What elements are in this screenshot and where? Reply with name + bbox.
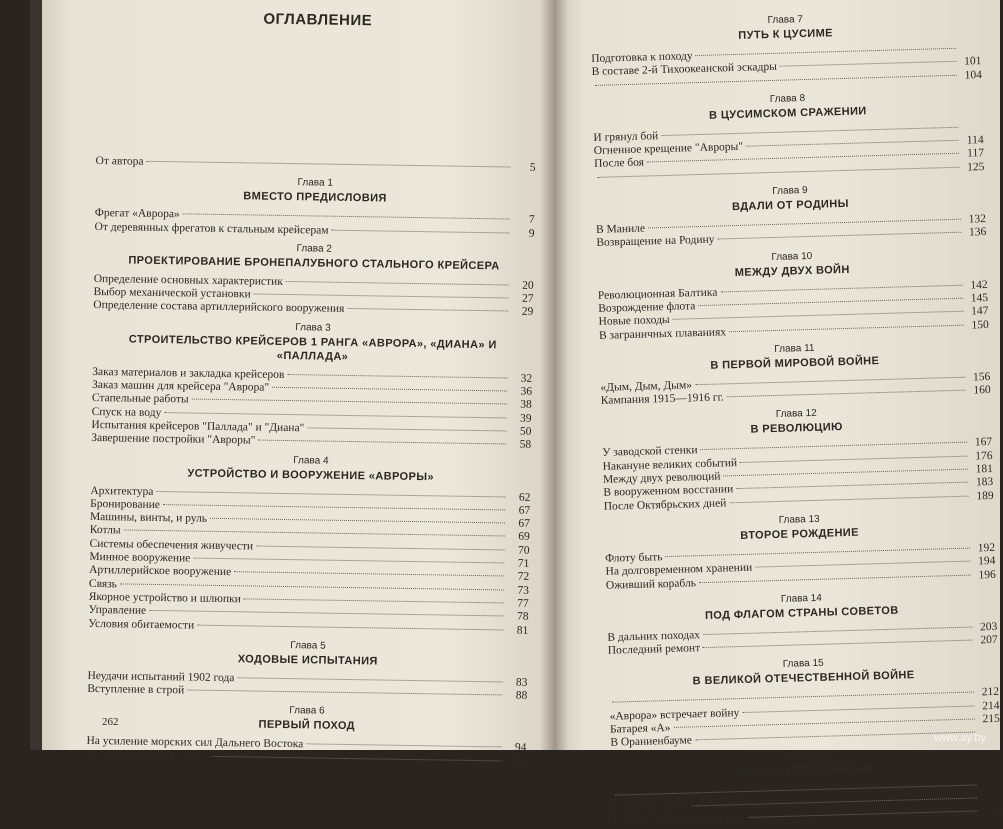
dot-leader — [254, 294, 509, 299]
chapter-title: ПРОЕКТИРОВАНИЕ БРОНЕПАЛУБНОГО СТАЛЬНОГО КРЕЙСЕРА — [128, 254, 500, 273]
entry-title: Машины, винты, и руль — [89, 511, 208, 525]
entry-title: Батарея «А» — [609, 722, 671, 736]
entry-title: Фрегат «Аврора» — [94, 207, 180, 221]
entry-page: 7 — [528, 214, 535, 227]
entry-page: 183 — [975, 476, 994, 489]
entry-page: 214 — [982, 699, 1000, 713]
entry-page: 36 — [520, 385, 533, 398]
chapter-section — [91, 319, 533, 453]
chapter-label: Глава 1 — [297, 177, 334, 190]
entry-title: В дальних походах — [607, 629, 701, 644]
entry-page: 38 — [520, 399, 532, 412]
chapter-label: Глава 5 — [290, 639, 326, 652]
chapter-section — [601, 403, 994, 513]
entry-page: 67 — [518, 517, 531, 531]
entry-page: 263 — [985, 805, 1003, 818]
chapter-section — [87, 637, 528, 703]
entry-page: 167 — [974, 436, 993, 449]
entry-title: После Октябрьских дней — [603, 497, 727, 513]
dot-leader — [164, 412, 506, 418]
entry-title: Определение состава артиллерийского вооружения — [93, 299, 345, 316]
dot-leader — [124, 530, 505, 537]
entry-page: 73 — [517, 584, 529, 597]
entry-page: 160 — [973, 384, 991, 397]
dot-leader — [648, 219, 961, 229]
dot-leader — [256, 545, 504, 550]
entry-page: 117 — [967, 147, 985, 161]
chapter-title: В ЦУСИМСКОМ СРАЖЕНИИ — [708, 105, 867, 122]
right-page — [554, 0, 1003, 828]
entry-title: И грянул бой — [593, 130, 659, 144]
chapter-section — [606, 588, 998, 658]
chapter-label: Глава 7 — [767, 14, 804, 27]
dot-leader — [347, 308, 508, 312]
dot-leader — [237, 677, 502, 682]
dot-leader — [696, 48, 956, 56]
chapter-title: В РЕВОЛЮЦИЮ — [750, 421, 844, 437]
dot-leader — [720, 284, 962, 292]
chapter-label: Глава 8 — [769, 92, 806, 105]
toc-heading: ОГЛАВЛЕНИЕ — [263, 10, 373, 30]
dot-leader — [740, 455, 967, 462]
entry-page: 150 — [971, 318, 989, 332]
entry-title: В Маниле — [595, 222, 646, 236]
entry-page: 100 — [508, 755, 527, 768]
dot-leader — [723, 469, 967, 477]
entry-page: 72 — [517, 571, 530, 584]
dot-leader — [729, 324, 964, 332]
dot-leader — [698, 298, 963, 306]
entry-page: 132 — [968, 213, 987, 226]
entry-page: 196 — [978, 568, 996, 581]
entry-title: В вооруженном восстании — [603, 483, 734, 500]
chapter-title: МЕЖДУ ДВУХ ВОЙН — [734, 263, 850, 279]
entry-page: 78 — [516, 610, 529, 624]
entry-title: Восстановление «Авроры» — [612, 812, 746, 828]
entry-title: Революционная Балтика — [597, 286, 718, 302]
chapter-section — [592, 88, 984, 185]
entry-title: Системы обеспечения живучести — [89, 537, 254, 553]
entry-page: 94 — [514, 742, 527, 755]
entry-page: 181 — [975, 462, 994, 476]
entry-page — [980, 801, 1002, 802]
entry-title: Возвращение на Родину — [596, 233, 715, 250]
entry-title: Артиллерийское вооружение — [89, 564, 232, 579]
entry-title: Возрождение флота — [598, 300, 696, 315]
chapter-title: ВДАЛИ ОТ РОДИНЫ — [731, 197, 849, 214]
chapter-section — [86, 702, 527, 768]
entry-title: Заказ машин для крейсера "Аврора" — [91, 379, 270, 394]
entry-page: 62 — [518, 491, 531, 504]
chapter-label: Глава 9 — [772, 185, 808, 198]
dot-leader — [149, 610, 503, 617]
entry-title: Крейсеру жить! — [612, 800, 690, 815]
chapter-label: Глава 14 — [780, 592, 823, 605]
entry-page: 71 — [517, 557, 530, 570]
chapter-title: В ВЕЛИКОЙ ОТЕЧЕСТВЕННОЙ ВОЙНЕ — [692, 669, 915, 688]
entry-title: Условия обитаемости — [88, 617, 195, 632]
entry-page: 101 — [964, 55, 982, 68]
entry-page: 212 — [981, 686, 1000, 699]
dot-leader — [755, 561, 970, 568]
entry-title: Бронирование — [90, 497, 161, 511]
dot-leader — [665, 548, 970, 558]
dot-leader — [748, 811, 977, 818]
chapter-label: Глава 2 — [296, 243, 333, 255]
entry-title: Последний ремонт — [607, 642, 701, 657]
entry-title: Неудачи испытаний 1902 года — [87, 669, 235, 685]
left-page — [42, 0, 554, 768]
dot-leader — [736, 482, 968, 489]
entry-title: Заказ материалов и закладка крейсеров — [92, 365, 285, 381]
entry-page: 88 — [515, 689, 528, 702]
dot-leader — [661, 127, 958, 136]
entry-page: 5 — [529, 161, 536, 174]
chapter-label: Глава 6 — [289, 705, 325, 718]
chapter-title: ВМЕСТО ПРЕДИСЛОВИЯ — [243, 190, 387, 205]
chapter-section — [599, 338, 991, 408]
dot-leader — [306, 744, 501, 748]
entry-page: 215 — [982, 712, 1001, 726]
entry-page: 81 — [516, 624, 529, 637]
entry-page: 136 — [968, 226, 987, 239]
entry-page: 156 — [972, 370, 991, 384]
chapter-section — [604, 509, 996, 593]
entry-page: 20 — [522, 279, 534, 292]
entry-page: 222 — [984, 778, 1002, 791]
dot-leader — [193, 558, 504, 564]
entry-page: 145 — [970, 291, 989, 305]
chapter-section — [94, 174, 535, 240]
left-chapter-list — [86, 174, 535, 769]
chapter-label: Глава 10 — [771, 250, 813, 263]
entry-page: 32 — [520, 372, 533, 385]
dot-leader — [212, 756, 501, 762]
entry-title: Выбор механической установки — [93, 286, 251, 301]
entry-title: От деревянных фрегатов к стальным крейсерам — [94, 220, 329, 237]
entry-title: Испытания крейсеров "Паллада" и "Диана" — [91, 418, 305, 435]
chapter-title: ХОДОВЫЕ ИСПЫТАНИЯ — [237, 653, 378, 668]
entry-title: Архитектура — [90, 484, 154, 498]
entry-page: 67 — [518, 504, 531, 517]
entry-page: 104 — [964, 68, 983, 82]
entry-page: 83 — [515, 676, 528, 689]
dot-leader — [120, 583, 504, 590]
entry-page: 189 — [976, 489, 994, 503]
entry-title: Якорное устройство и шлюпки — [88, 590, 241, 606]
entry-page: 39 — [520, 412, 532, 425]
entry-page: 77 — [517, 597, 529, 610]
dot-leader — [210, 518, 505, 524]
entry-title: Управление — [88, 604, 147, 618]
dot-leader — [673, 311, 964, 320]
entry-title: «Аврора» встречает войну — [609, 706, 740, 723]
entry-page: 192 — [977, 541, 996, 555]
chapter-label: Глава 3 — [295, 321, 331, 334]
entry-page: 29 — [521, 306, 534, 319]
entry-title: Подготовка к походу — [591, 50, 693, 65]
entry-page: 69 — [518, 531, 530, 544]
dot-leader — [156, 491, 505, 497]
dot-leader — [183, 214, 510, 220]
dot-leader — [163, 504, 505, 510]
dot-leader — [729, 495, 968, 503]
dot-leader — [746, 140, 959, 147]
dot-leader — [234, 572, 504, 577]
entry-page — [959, 51, 981, 52]
entry-page — [961, 130, 983, 131]
chapter-title: СТРОИТЕЛЬСТВО КРЕЙСЕРОВ 1 РАНГА «АВРОРА», «ДИАНА» И «ПАЛЛАДА» — [128, 333, 497, 363]
entry-title: Стапельные работы — [91, 392, 189, 406]
entry-page: 9 — [528, 227, 535, 240]
entry-page: 176 — [975, 449, 993, 463]
dot-leader — [272, 387, 507, 392]
entry-title: Флоту быть — [605, 551, 663, 565]
chapter-label: Глава 4 — [293, 454, 329, 467]
entry-page: 58 — [519, 438, 532, 452]
entry-title: Накануне великих событий — [602, 456, 738, 473]
chapter-section — [597, 246, 989, 343]
chapter-section — [611, 745, 1003, 829]
entry-title: Котлы — [89, 524, 121, 537]
entry-title: В составе 2-й Тихоокеанской эскадры — [591, 61, 778, 79]
dot-leader — [332, 229, 510, 233]
chapter-label: Глава 15 — [782, 658, 824, 671]
toc-entry-author — [95, 155, 535, 175]
entry-title: Между двух революций — [602, 470, 721, 486]
dot-leader — [307, 427, 506, 431]
dot-leader — [703, 640, 973, 649]
page-number-left: 262 — [102, 716, 119, 728]
dot-leader — [197, 624, 503, 630]
chapter-label: Глава 13 — [778, 513, 820, 526]
entry-title: Оживший корабль — [605, 576, 697, 592]
entry-title: На усиление морских сил Дальнего Востока — [86, 735, 304, 751]
dot-leader — [287, 374, 507, 378]
dot-leader — [286, 281, 509, 286]
entry-title: Завершение постройки "Авроры" — [91, 432, 256, 447]
entry-title: Связь — [88, 577, 118, 591]
chapter-label: Глава 12 — [775, 408, 817, 421]
entry-title: У заводской стенки — [602, 444, 698, 460]
entry-page: 125 — [967, 160, 985, 174]
entry-page: 142 — [970, 278, 988, 292]
entry-title: После боя — [594, 157, 645, 171]
dot-leader — [717, 232, 961, 240]
dot-leader — [703, 626, 972, 635]
entry-title: Новые походы — [598, 314, 670, 329]
entry-page: 70 — [517, 544, 530, 557]
right-toc-block — [590, 3, 1003, 829]
entry-title: Кампания 1915—1916 гг. — [600, 391, 724, 408]
dot-leader — [693, 797, 977, 806]
chapter-title: ЗАНОВО РОЖДЕННЫЙ — [739, 763, 873, 779]
entry-page: 50 — [519, 425, 532, 438]
watermark: www.ay.by — [934, 732, 986, 744]
entry-page: 194 — [978, 555, 996, 568]
dot-leader — [258, 440, 506, 445]
entry-title: Возвращение на Балтику — [86, 748, 209, 763]
chapter-title: В ПЕРВОЙ МИРОВОЙ ВОЙНЕ — [710, 354, 880, 372]
dot-leader — [244, 598, 504, 603]
dot-leader — [192, 399, 507, 405]
entry-page: 27 — [521, 292, 534, 306]
entry-title: Определение основных характеристик — [93, 272, 283, 288]
entry-title: На долговременном хранении — [605, 561, 753, 579]
dot-leader — [147, 161, 511, 168]
left-toc-block — [86, 8, 538, 769]
entry-title: «Дым, Дым, Дым» — [600, 379, 693, 394]
entry-title: В заграничных плаваниях — [598, 325, 727, 342]
entry-title: От автора — [95, 154, 144, 168]
dot-leader — [742, 705, 974, 712]
chapter-section — [595, 180, 987, 250]
chapter-title: ПЕРВЫЙ ПОХОД — [258, 719, 356, 733]
dot-leader — [695, 377, 965, 386]
entry-title: Огненное крещение "Авроры" — [593, 140, 744, 158]
dot-leader — [701, 442, 968, 450]
chapter-section — [88, 452, 531, 638]
chapter-section — [93, 240, 534, 320]
chapter-title: ВТОРОЕ РОЖДЕНИЕ — [740, 526, 860, 542]
right-chapter-list — [590, 9, 1002, 829]
chapter-title: ПОД ФЛАГОМ СТРАНЫ СОВЕТОВ — [704, 604, 899, 622]
chapter-title: УСТРОЙСТВО И ВООРУЖЕНИЕ «АВРОРЫ» — [187, 467, 435, 483]
entry-title: Минное вооружение — [89, 550, 191, 565]
entry-page: 207 — [980, 633, 998, 647]
chapter-label: Глава 16 — [785, 750, 827, 763]
entry-page: 114 — [966, 134, 984, 147]
dot-leader — [187, 690, 502, 696]
entry-page: 203 — [979, 620, 998, 634]
dot-leader — [780, 61, 957, 67]
entry-page: 147 — [971, 305, 989, 318]
entry-title: Вступление в строй — [87, 683, 185, 697]
chapter-section — [590, 9, 982, 93]
entry-title: Спуск на воду — [91, 405, 162, 419]
chapter-title: ПУТЬ К ЦУСИМЕ — [738, 27, 834, 42]
chapter-label: Глава 11 — [774, 342, 815, 355]
dot-leader — [727, 390, 966, 398]
entry-title: В Ораниенбауме — [610, 734, 693, 750]
